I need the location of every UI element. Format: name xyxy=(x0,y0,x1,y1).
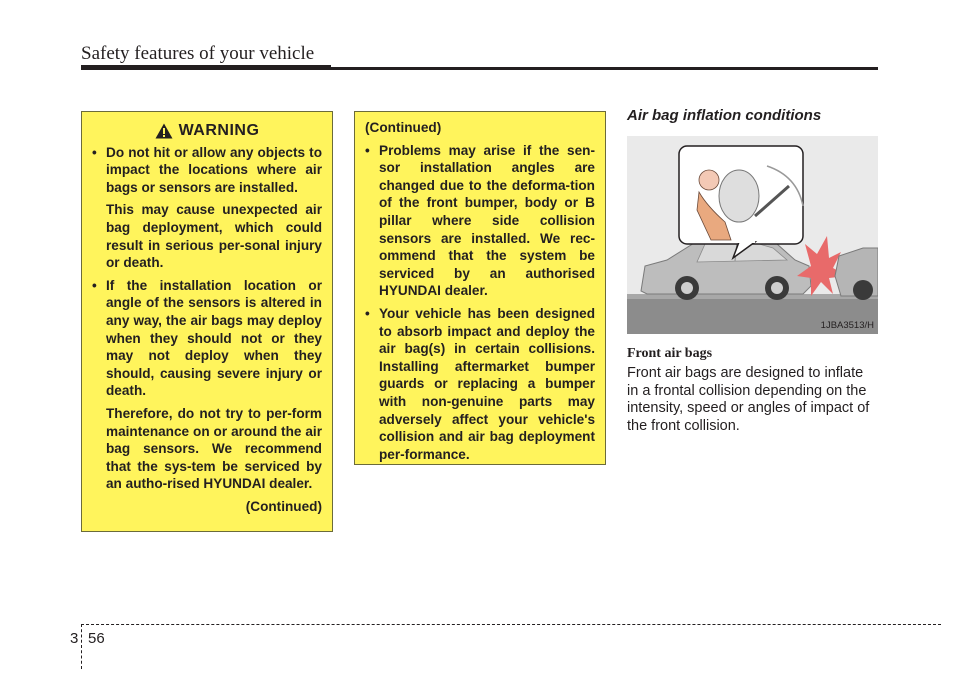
collision-illustration-svg xyxy=(627,136,878,334)
warning-box xyxy=(81,111,333,532)
warning-bullet-2-followup: Therefore, do not try to per-form maintenance on or around the air bag sensors. We recommend that the sys-tem be serviced by an autho-rised HYUNDAI dealer. xyxy=(106,405,322,492)
warning-heading-text: WARNING xyxy=(178,122,260,139)
figure-label: 1JBA3513/H xyxy=(820,320,874,331)
continued-bullet-2: • Your vehicle has been designed to absorb impact and deploy the air bag(s) in certain collisions. Installing aftermarket bumper guards or replacing a bumper with non-genuine parts may adversely affect your vehicle's collision and air bag deployment per-formance. xyxy=(365,305,595,462)
footer-rule xyxy=(81,624,941,625)
warning-bullet-1: • Do not hit or allow any objects to impact the locations where air bags or sensors are installed. xyxy=(92,144,322,195)
collision-illustration xyxy=(627,136,878,334)
front-airbags-paragraph: Front air bags are designed to inflate in a frontal collision depending on the intensity, speed or angles of impact of the front collision. xyxy=(627,365,870,434)
footer-divider xyxy=(81,624,82,669)
warning-bullet-1-followup: This may cause unexpected air bag deployment, which could result in serious per-sonal injury or death. xyxy=(106,202,322,271)
section-title: Safety features of your vehicle xyxy=(81,43,315,64)
header-rule-accent xyxy=(81,65,331,70)
right-column xyxy=(627,107,878,435)
continued-label: (Continued) xyxy=(365,120,442,135)
warning-continued: (Continued) xyxy=(245,498,322,514)
page-number: 56 xyxy=(88,630,105,647)
continued-bullet-1: • Problems may arise if the sen-sor installation angles are changed due to the deforma-tion of the front bumper, body or B pillar where side collision sensors are installed. We rec-ommend that the system be serviced by an authorised HYUNDAI dealer. xyxy=(365,142,595,299)
continued-box xyxy=(354,111,606,465)
chapter-number: 3 xyxy=(70,630,79,647)
warning-triangle-icon xyxy=(155,123,173,139)
warning-heading xyxy=(92,122,322,140)
warning-bullet-2: • If the installation location or angle of the sensors is altered in any way, the air bags may deploy when they should not or they may not deploy when they should, causing severe injury or death. xyxy=(92,277,322,399)
airbag-conditions-heading: Air bag inflation conditions xyxy=(627,107,822,124)
front-airbags-subheading: Front air bags xyxy=(627,346,713,361)
